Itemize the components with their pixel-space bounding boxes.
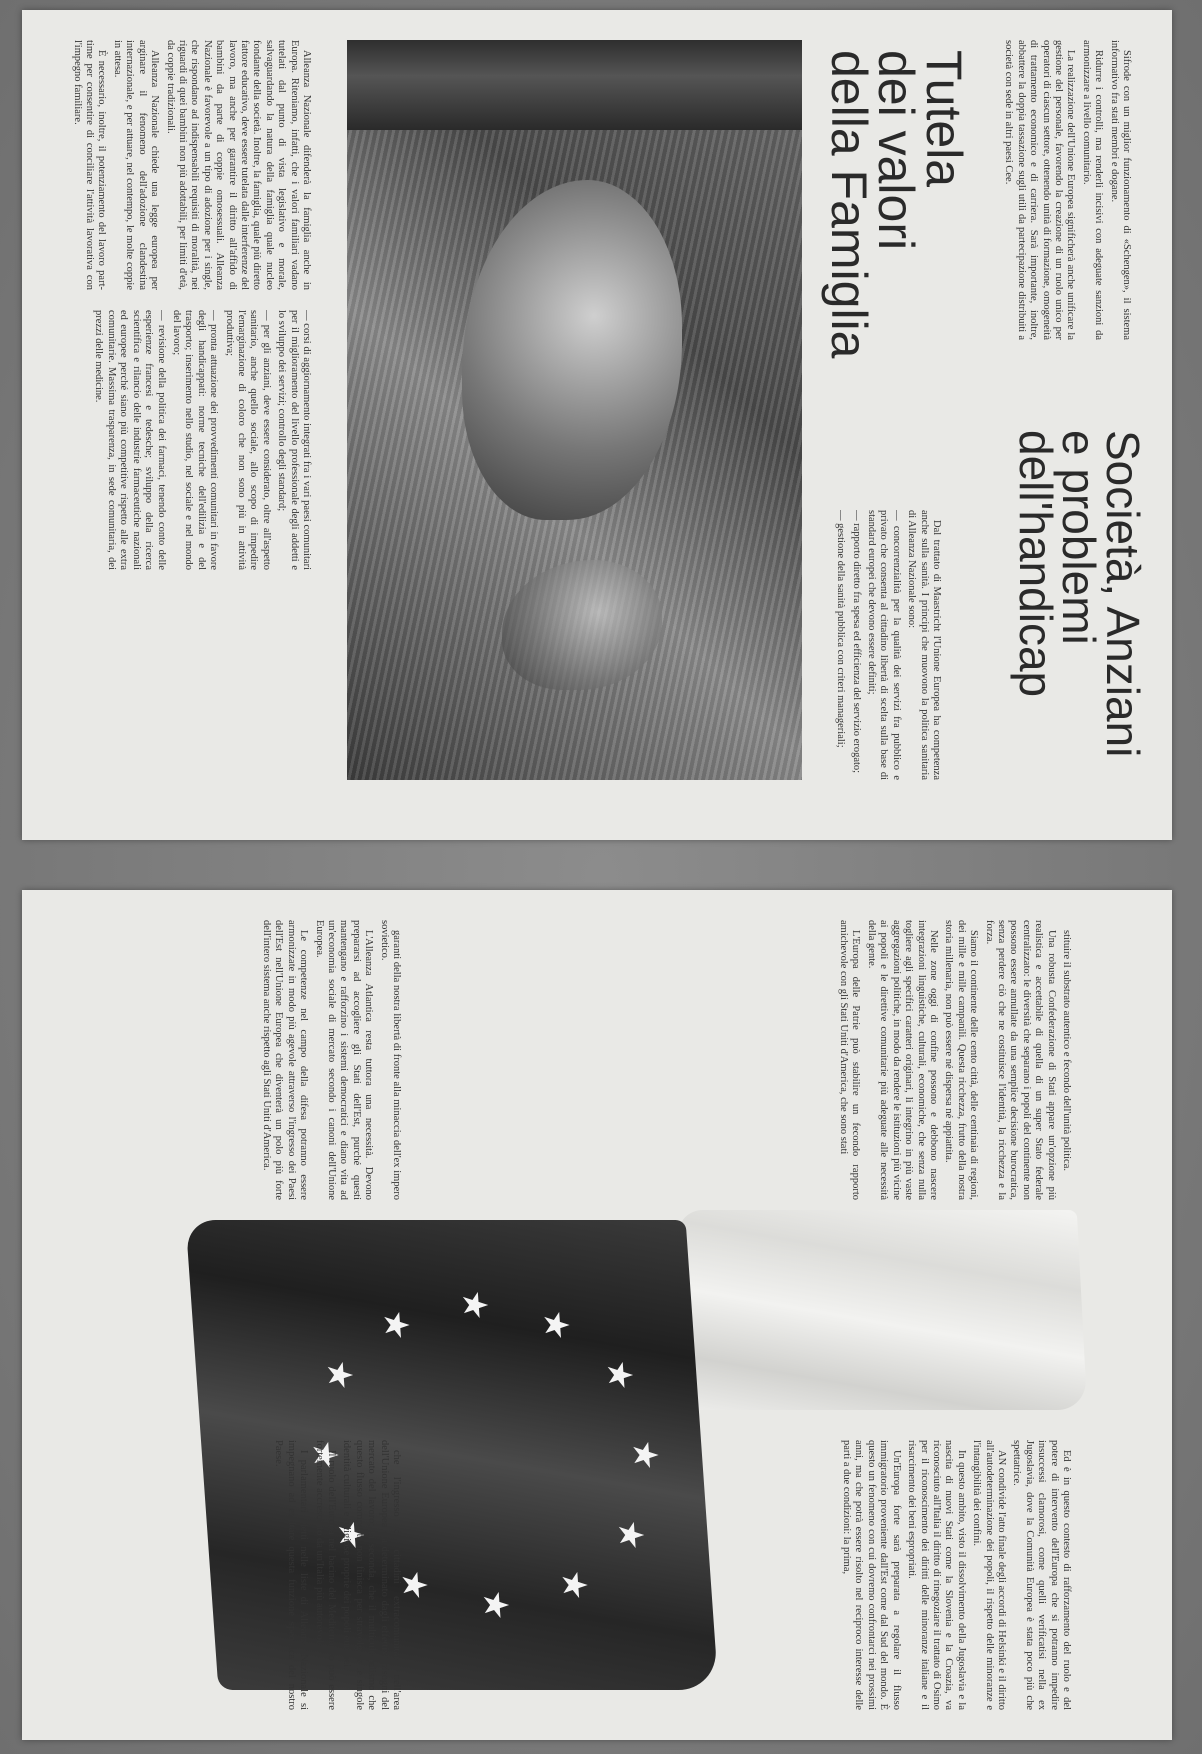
star-icon: ★: [318, 1359, 361, 1391]
white-flag-icon: [677, 1210, 1087, 1410]
rotated-page-bottom: [22, 890, 1172, 1740]
paragraph: Alleanza Nazionale chiede una legge europea per arginare il fenomeno dell'adozione clandestina internazionale, e per attuare, nel contempo, le molte coppie in attesa.: [111, 40, 161, 290]
paragraph: I parlamentari eletti nelle liste di Alleanza Nazionale si impegnano ad esaltare questa funzione specifica del nostro Paese.: [273, 1440, 310, 1710]
family-title: [821, 50, 972, 359]
paragraph: Alleanza Nazionale difenderà la famiglia anche in Europa. Riteniamo, infatti, che i valori familiari vadano tutelati dal punto di vista legislativo e morale, salvaguardando la natura della famiglia quale nucleo fondante della società. Inoltre, la famiglia, quale più diretto fattore educativo, deve essere tutelata dalle interferenze del lavoro, ma anche per garantire il diritto all'affido di bambini da parte di coppie omosessuali. Alleanza Nazionale è favorevole a un tipo di adozione per i single, che rispondano ad indispensabili requisiti di moralità, nei riguardi di quei bambini non più adottabili, per limiti d'età, da coppie tradizionali.: [164, 40, 312, 290]
title-line: e problemi: [1053, 430, 1106, 645]
paragraph: — concorrenzialità per la qualità dei servizi fra pubblico e privato che consenta al cittadino libertà di scelta sulla base di standard europei che devono essere definiti;: [865, 510, 902, 780]
star-icon: ★: [609, 1519, 652, 1551]
star-icon: ★: [303, 1439, 347, 1471]
paragraph: Un'Europa forte sarà preparata a regolare il flusso immigratorio proveniente dall'Est come dal Sud del mondo. È questo un fenomeno con cui dovremo confrontarci nei prossimi anni, ma che potrà essere risolto nel reciproco interesse delle parti a due condizioni: la prima,: [841, 1440, 902, 1710]
photo-doorway: [347, 40, 802, 130]
paragraph: AN condivide l'atto finale degli accordi di Helsinki e il diritto all'autodeterminazione dei popoli, il rispetto delle minoranze e l'intangibilità dei confini.: [971, 1440, 1007, 1710]
photo-elderly-man: [347, 40, 802, 780]
europe-column-b: [172, 920, 402, 1200]
society-column-2: [42, 310, 312, 570]
paragraph: Nelle zone oggi di confine possono e debbono nascere integrazioni linguistiche, culturali, economiche, che senza nulla togliere agli specifici caratteri originari, li integrino in più vaste aggregazioni politiche, in modo da rendere le istituzioni più vicine ai popoli e le direttive comunitarie più adeguate alle necessità della gente.: [865, 920, 939, 1200]
star-icon: ★: [598, 1359, 641, 1391]
paragraph: L'Europa delle Patrie può stabilire un fecondo rapporto amichevole con gli Stati Uniti d'America, che sono stati: [838, 920, 862, 1200]
society-column-1: [812, 510, 942, 780]
paragraph: — pronta attuazione dei provvedimenti comunitari in favore degli handicappati: norme tecniche dell'edilizia e del trasporto; inserimento nello studio, nel sociale e nel mondo del lavoro;: [170, 310, 220, 570]
europe-column-d: [172, 1440, 402, 1710]
paragraph: — corsi di aggiornamento integrati fra i vari paesi comunitari per il miglioramento del livello professionale degli addetti e lo sviluppo dei servizi; controllo degli standard;: [276, 310, 312, 570]
title-line: dei valori: [868, 50, 925, 251]
star-icon: ★: [534, 1309, 577, 1341]
paragraph: Il ruolo dell'Europa nel bacino del Mediterraneo può essere fortemente accresciuto da un'Italia più autorevole.: [313, 1440, 337, 1710]
paragraph: — per gli anziani, deve essere considerato, oltre all'aspetto sanitario, anche quello sociale, allo scopo di impedire l'emarginazione di coloro che non sono più in attività produttiva;: [223, 310, 272, 570]
paragraph: garanti della nostra libertà di fronte alla minaccia dell'ex impero sovietico.: [378, 920, 402, 1200]
paragraph: Le competenze nel campo della difesa potranno essere armonizzate in modo più agevole attraverso l'ingresso dei Paesi dell'Est nell'Unione Europea che diventerà un polo più forte dell'intero sistema anche rispetto agli Stati Uniti d'America.: [260, 920, 310, 1200]
society-title: [1009, 430, 1149, 758]
paragraph: Sifrode con un miglior funzionamento di «Schengen», il sistema informativo fra stati membri e dogane.: [1108, 40, 1132, 340]
paragraph: — gestione della sanità pubblica con criteri manageriali;: [835, 510, 847, 748]
photo-figure: [462, 180, 682, 520]
rotated-page-top: [22, 10, 1172, 840]
star-icon: ★: [329, 1519, 372, 1551]
paragraph: La realizzazione dell'Unione Europea significherà anche unificare la gestione del personale, favorendo la creazione di un ruolo unico per operatori di ciascun settore, ottenendo unità di formazione, omogeneità di trattamento economico e di carriera. Sarà importante, inoltre, abbattere la doppia tassazione sugli utili da partecipazione distribuiti a società con sede in altri paesi Cee.: [1003, 40, 1077, 340]
intro-column: [972, 40, 1132, 340]
newspaper-page-top: [22, 10, 1172, 840]
star-icon: ★: [374, 1309, 417, 1341]
title-line: Tutela: [916, 50, 972, 188]
photo-figure: [502, 560, 662, 690]
title-line: Società, Anziani: [1097, 430, 1149, 758]
star-icon: ★: [474, 1589, 517, 1621]
title-line: dell'handicap: [1009, 430, 1062, 698]
paragraph: L'Alleanza Atlantica resta tuttora una necessità. Devono prepararsi ad accogliere gli Stati dell'Est, purché questi mantengano e rafforzino i sistemi democratici e diano vita ad un'economia sociale di mercato secondo i canoni dell'Unione Europea.: [313, 920, 375, 1200]
star-icon: ★: [393, 1569, 436, 1601]
paragraph: che l'ingresso di cittadini extracomunitari nell'area dell'Unione Europea sia determinato dagli effettivi bisogni del mercato del lavoro; la seconda, che il multiculturalismo che questo flusso comporta non finisca per stravolgere le singole identità culturali e religiose proprie dei popoli europei.: [341, 1440, 402, 1710]
paragraph: Siamo il continente delle cento città, delle centinaia di regioni, dei mille e mille campanili. Questa ricchezza, frutto della nostra storia millenaria, non può essere né dispersa né appiattita.: [943, 920, 980, 1200]
paragraph: Ed è in questo contesto di rafforzamento del ruolo e del potere di intervento dell'Europa che si potranno impedire insuccessi clamorosi, come quelli verificatisi nella ex Jugoslavia, dove la Comunità Europea è stata poco più che spettatrice.: [1011, 1440, 1072, 1710]
paragraph: — rapporto diretto fra spesa ed efficienza del servizio erogato;: [850, 510, 862, 774]
paragraph: È necessario, inoltre, il potenziamento del lavoro part-time per consentire di conciliare l'attività lavorativa con l'impegno familiare.: [71, 40, 108, 290]
star-icon: ★: [623, 1439, 667, 1471]
paragraph: Ridurre i controlli, ma renderli incisivi con adeguate sanzioni da armonizzare a livello comunitario.: [1080, 40, 1105, 340]
paragraph: Dal trattato di Maastricht l'Unione Europea ha competenza anche sulla sanità. I principi che muovono la politica sanitaria di Alleanza Nazionale sono:: [906, 510, 942, 780]
star-icon: ★: [553, 1569, 596, 1601]
paragraph: stituire il substrato autentico e fecondo dell'unità politica.: [1061, 930, 1072, 1171]
paragraph: In questo ambito, visto il dissolvimento della Jugoslavia e la nascita di nuovi Stati come la Slovenia e la Croazia, va riconosciuto all'Italia il diritto di rinegoziare il trattato di Osimo per il riconoscimento dei diritti delle minoranze italiane e il risarcimento dei beni espropriati.: [906, 1440, 967, 1710]
title-line: della Famiglia: [821, 50, 877, 359]
family-column: [42, 40, 312, 290]
europe-column-a: [752, 920, 1072, 1200]
paragraph: — revisione della politica dei farmaci, tenendo conto delle esperienze francesi e tedesche; sviluppo della ricerca scientifica e rilancio delle industrie farmaceutiche nazionali ed europee perché siano più competitive rispetto alle extra comunitarie. Massima trasparenza, in sede comunitaria, dei prezzi delle medicine.: [93, 310, 167, 570]
europe-column-c: [742, 1440, 1072, 1710]
newspaper-page-bottom: [22, 890, 1172, 1740]
star-icon: ★: [453, 1289, 496, 1321]
paragraph: Una robusta Confederazione di Stati appare un'opzione più realistica e accettabile di quella di un super Stato federale centralizzato: le diversità che separano i popoli del continente non possono essere annullate da una semplice decisione burocratica, senza perdere ciò che ne costituisce l'identità, la ricchezza e la forza.: [983, 920, 1057, 1200]
